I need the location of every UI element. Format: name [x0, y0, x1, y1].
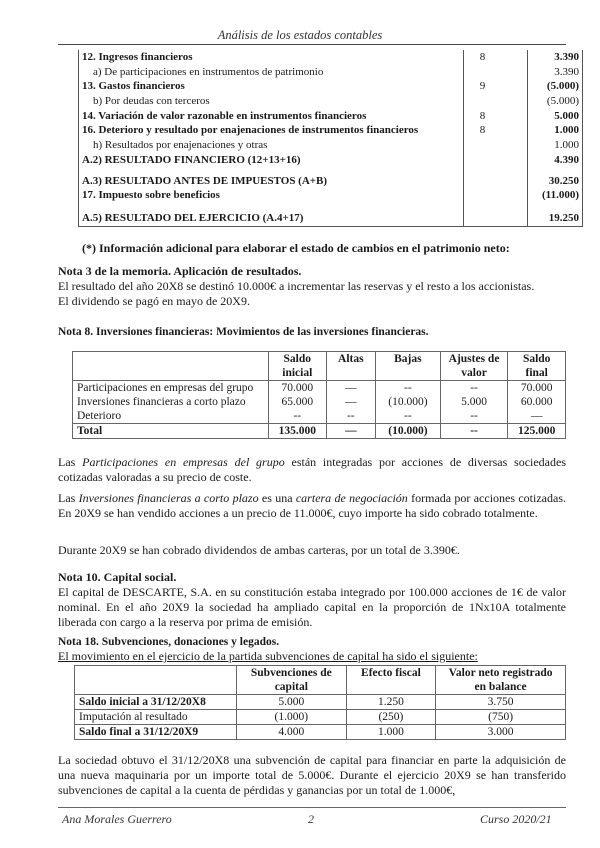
row-label: a) De participaciones en instrumentos de patrimonio	[93, 65, 324, 78]
row-value: 30.250	[548, 174, 579, 187]
row-note: 8	[479, 51, 486, 63]
row-label: Total	[73, 424, 269, 439]
header-rule	[58, 44, 566, 45]
nota18-paragraph: La sociedad obtuvo el 31/12/20X8 una subvención de capital para financiar en parte la adquisición de una nueva maquinaria por un importe total de 5.000€. Durante el ejercicio 20X9 se han transferido subvenciones de capital a la cuenta de pérdidas y ganancias por un total de 1.000€,	[58, 753, 566, 797]
header-bajas: Bajas	[376, 352, 441, 381]
header-valor-neto: Valor neto registrado en balance	[436, 666, 566, 695]
row-value: 1.000	[554, 124, 579, 137]
income-statement-table	[78, 50, 583, 227]
footer-page-number: 2	[308, 812, 314, 826]
row-label: 13. Gastos financieros	[82, 80, 185, 93]
row-note: 8	[479, 124, 486, 137]
row-value: 3.390	[554, 51, 579, 63]
footer-author: Ana Morales Guerrero	[62, 812, 172, 826]
row-value: 4.390	[554, 153, 579, 166]
header-cell-empty	[75, 666, 237, 695]
income-row	[79, 138, 582, 153]
header-saldo-final: Saldo final	[508, 352, 566, 381]
header-saldo-inicial: Saldo inicial	[268, 352, 326, 381]
income-row	[79, 153, 582, 168]
income-row	[79, 50, 582, 65]
table-row: Deterioro -- -- -- -- —	[73, 409, 566, 424]
row-label: A.2) RESULTADO FINANCIERO (12+13+16)	[82, 153, 301, 166]
row-note: 9	[479, 80, 486, 93]
nota3-line1: El resultado del año 20X8 se destinó 10.000€ a incrementar las reservas y el resto a los accionistas.	[58, 279, 535, 293]
grants-table	[74, 665, 566, 740]
row-label: 17. Impuesto sobre beneficios	[82, 189, 220, 202]
row-label: A.3) RESULTADO ANTES DE IMPUESTOS (A+B)	[82, 174, 328, 187]
row-value: 3.390	[554, 65, 579, 78]
income-row	[79, 109, 582, 124]
table-row: Participaciones en empresas del grupo 70.000 — -- -- 70.000	[73, 381, 566, 396]
row-value: 19.250	[548, 211, 579, 224]
nota8-paragraph-1: Las Participaciones en empresas del grupo están integradas por acciones de diversas sociedades cotizadas valoradas a su precio de coste.	[58, 455, 567, 484]
table-row: Saldo inicial a 31/12/20X8 5.000 1.250 3.750	[75, 695, 566, 710]
nota8-paragraph-2: Las Inversiones financieras a corto plazo es una cartera de negociación formada por acciones cotizadas. En 20X9 se han vendido acciones a un precio de 11.000€, cuyo importe ha sido cobrado totalmente.	[58, 491, 566, 520]
row-value: 1.000	[554, 139, 579, 152]
income-row	[79, 79, 582, 94]
row-label: h) Resultados por enajenaciones y otras	[93, 139, 268, 152]
header-subvenciones: Subvenciones de capital	[236, 666, 346, 695]
income-row	[79, 174, 582, 189]
nota18-title: Nota 18. Subvenciones, donaciones y legados.	[58, 636, 280, 648]
nota10-text: El capital de DESCARTE, S.A. en su constitución estaba integrado por 100.000 acciones de 1€ de valor nominal. En el año 20X9 la sociedad ha ampliado capital en la proporción de 1Nx10A totalmente liberada con cargo a la reserva por prima de emisión.	[58, 585, 566, 629]
income-row	[79, 123, 582, 138]
nota3-title: Nota 3 de la memoria. Aplicación de resultados.	[58, 264, 302, 278]
income-row	[79, 65, 582, 80]
footer-course: Curso 2020/21	[480, 812, 552, 826]
running-header-title: Análisis de los estados contables	[217, 28, 383, 42]
header-ajustes: Ajustes de valor	[440, 352, 508, 381]
row-label: Imputación al resultado	[75, 710, 237, 725]
table-row: Inversiones financieras a corto plazo 65.000 — (10.000) 5.000 60.000	[73, 395, 566, 409]
additional-info-heading: (*) Información adicional para elaborar el estado de cambios en el patrimonio neto:	[82, 241, 510, 255]
header-efecto-fiscal: Efecto fiscal	[346, 666, 436, 695]
footer-rule	[58, 807, 566, 808]
table-row: Imputación al resultado (1.000) (250) (750)	[75, 710, 566, 725]
table-header-row	[75, 666, 566, 695]
row-note: 8	[479, 109, 486, 122]
row-label: 16. Deterioro y resultado por enajenaciones de instrumentos financieros	[82, 124, 419, 137]
income-row	[79, 94, 582, 109]
header-altas: Altas	[326, 352, 376, 381]
row-label: Saldo final a 31/12/20X9	[75, 725, 237, 740]
row-label: 12. Ingresos financieros	[82, 51, 193, 63]
row-value: (5.000)	[546, 95, 579, 108]
row-value: (11.000)	[542, 189, 579, 202]
row-label: A.5) RESULTADO DEL EJERCICIO (A.4+17)	[82, 211, 304, 224]
income-row	[79, 188, 582, 203]
header-cell-empty	[73, 352, 269, 381]
nota3-line2: El dividendo se pagó en mayo de 20X9.	[58, 294, 250, 308]
nota8-paragraph-3: Durante 20X9 se han cobrado dividendos de ambas carteras, por un total de 3.390€.	[58, 543, 460, 557]
nota18-intro: El movimiento en el ejercicio de la partida subvenciones de capital ha sido el siguiente:	[58, 649, 478, 663]
row-value: (5.000)	[546, 80, 579, 93]
row-label: Deterioro	[73, 409, 269, 424]
table-header-row	[73, 352, 566, 381]
row-value: 5.000	[554, 109, 579, 122]
table-row: Saldo final a 31/12/20X9 4.000 1.000 3.000	[75, 725, 566, 740]
nota10-title: Nota 10. Capital social.	[58, 570, 177, 584]
row-label: 14. Variación de valor razonable en instrumentos financieros	[82, 109, 367, 122]
investments-table	[72, 351, 566, 439]
row-label: Participaciones en empresas del grupo	[73, 381, 269, 396]
income-row-result	[79, 211, 582, 226]
row-label: b) Por deudas con terceros	[93, 95, 210, 108]
nota8-title: Nota 8. Inversiones financieras: Movimientos de las inversiones financieras.	[58, 326, 429, 338]
table-total-row: Total 135.000 — (10.000) -- 125.000	[73, 424, 566, 439]
row-label: Inversiones financieras a corto plazo	[73, 395, 269, 409]
row-label: Saldo inicial a 31/12/20X8	[75, 695, 237, 710]
